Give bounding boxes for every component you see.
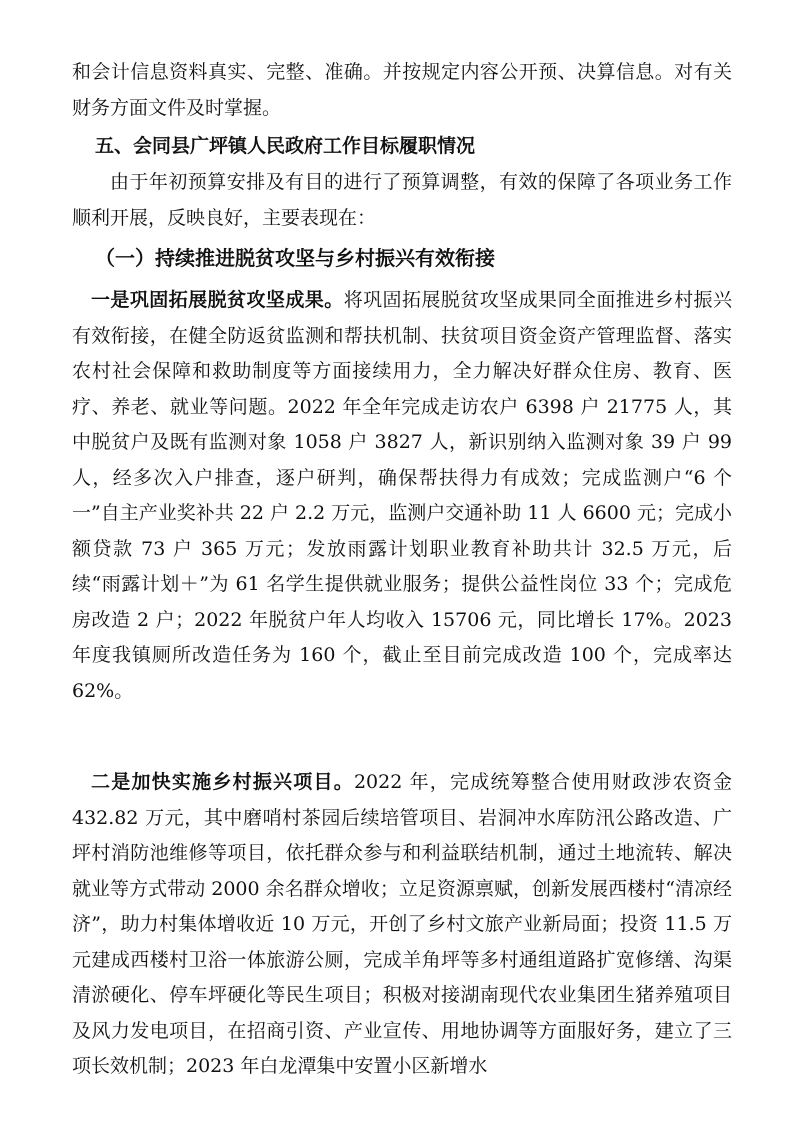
paragraph-poverty-results — [72, 283, 732, 709]
paragraph-lead: 二是加快实施乡村振兴项目。 — [91, 771, 354, 793]
subsection-heading-one: （一）持续推进脱贫攻坚与乡村振兴有效衔接 — [95, 246, 495, 270]
section-heading-five: 五、会同县广坪镇人民政府工作目标履职情况 — [95, 135, 476, 157]
paragraph-continuation: 和会计信息资料真实、完整、准确。并按规定内容公开预、决算信息。对有关财务方面文件及时掌握。 — [72, 61, 732, 119]
paragraph-lead: 一是巩固拓展脱贫攻坚成果。 — [91, 289, 344, 311]
paragraph-body: 将巩固拓展脱贫攻坚成果同全面推进乡村振兴有效衔接，在健全防返贫监测和帮扶机制、扶贫项目资金资产管理监督、落实农村社会保障和救助制度等方面接续用力，全力解决好群众住房、教育、医疗、养老、就业等问题。2022 年全年完成走访农户 6398 户 21775 人，其中脱贫户及既有监测对象 1058 户 3827 人，新识别纳入监测对象 39 户 99 人，经多次入户排查，逐户研判，确保帮扶得力有成效；完成监测户“6 个一”自主产业奖补共 22 户 2.2 万元，监测户交通补助 11 人 6600 元；完成小额贷款 73 户 365 万元；发放雨露计划职业教育补助共计 32.5 万元，后续“雨露计划＋”为 61 名学生提供就业服务；提供公益性岗位 33 个；完成危房改造 2 户；2022 年脱贫户年人均收入 15706 元，同比增长 17%。2023 年度我镇厕所改造任务为 160 个，截止至目前完成改造 100 个，完成率达 62%。 — [72, 289, 732, 702]
paragraph-rural-revitalization — [72, 765, 732, 1085]
paragraph-intro: 由于年初预算安排及有目的进行了预算调整，有效的保障了各项业务工作顺利开展，反映良好，主要表现在： — [72, 171, 732, 229]
paragraph-body: 2022 年，完成统筹整合使用财政涉农资金 432.82 万元，其中磨哨村茶园后续培管项目、岩洞冲水库防汛公路改造、广坪村消防池维修等项目，依托群众参与和利益联结机制，通过土地流转、解决就业等方式带动 2000 余名群众增收；立足资源禀赋，创新发展西楼村“清凉经济”，助力村集体增收近 10 万元，开创了乡村文旅产业新局面；投资 11.5 万元建成西楼村卫浴一体旅游公厕，完成羊角坪等多村通组道路扩宽修缮、沟渠清淤硬化、停车坪硬化等民生项目；积极对接湖南现代农业集团生猪养殖项目及风力发电项目，在招商引资、产业宣传、用地协调等方面服好务，建立了三项长效机制；2023 年白龙潭集中安置小区新增水 — [72, 771, 732, 1077]
